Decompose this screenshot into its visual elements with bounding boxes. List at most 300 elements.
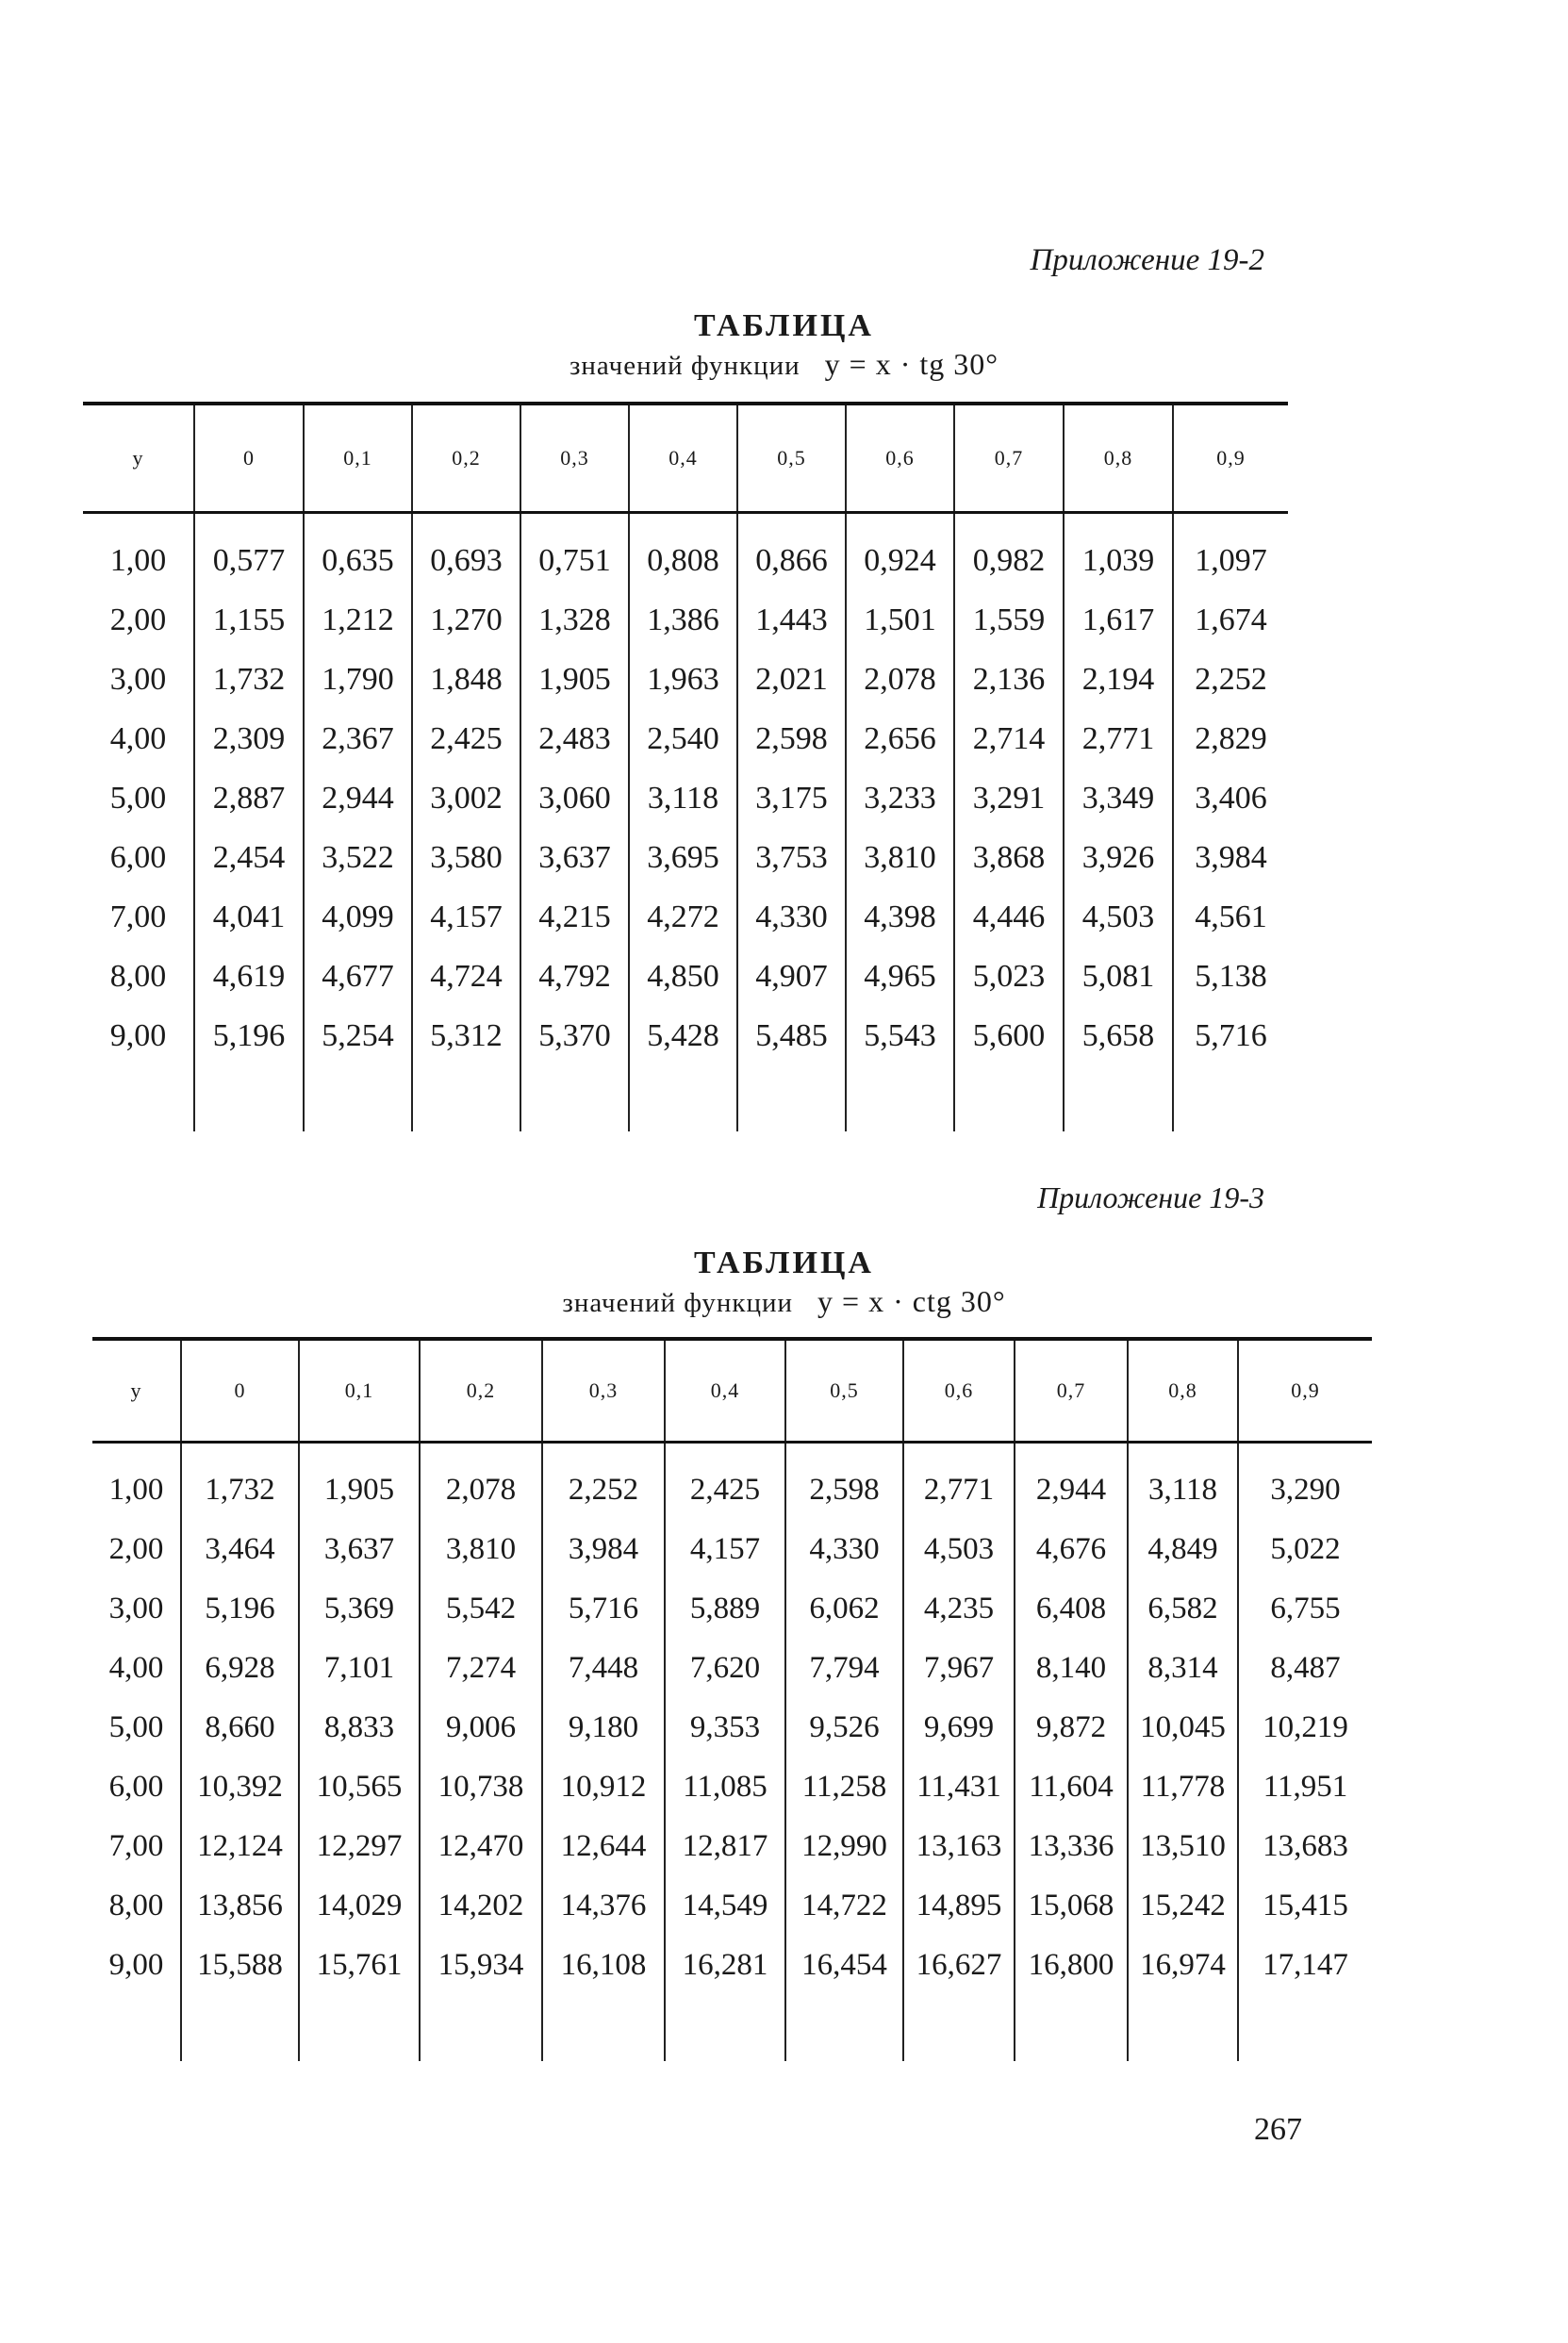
value-cell: 4,619 (194, 947, 304, 1006)
value-cell: 4,330 (785, 1520, 903, 1579)
value-cell: 2,598 (737, 709, 846, 768)
empty-cell (412, 1065, 520, 1131)
empty-cell (181, 1995, 299, 2061)
value-cell: 5,716 (542, 1579, 665, 1639)
empty-cell (542, 1995, 665, 2061)
value-cell: 8,660 (181, 1698, 299, 1757)
empty-cell (181, 1443, 299, 1461)
value-cell: 0,693 (412, 531, 520, 590)
header-cell: 0,2 (412, 404, 520, 513)
value-cell: 4,215 (520, 887, 629, 947)
value-cell: 15,415 (1238, 1876, 1372, 1936)
value-cell: 3,060 (520, 768, 629, 828)
value-cell: 2,454 (194, 828, 304, 887)
spacer-row (83, 513, 1288, 532)
header-cell-y: y (92, 1339, 181, 1443)
row-label-cell: 8,00 (108, 1889, 164, 1922)
value-cell: 4,965 (846, 947, 954, 1006)
value-cell: 4,157 (665, 1520, 785, 1579)
header-cell: 0,9 (1238, 1339, 1372, 1443)
value-cell: 1,270 (412, 590, 520, 650)
value-cell: 11,258 (785, 1757, 903, 1817)
value-cell: 13,683 (1238, 1817, 1372, 1876)
value-cell: 2,078 (846, 650, 954, 709)
value-cell: 3,637 (520, 828, 629, 887)
empty-cell (520, 1065, 629, 1131)
value-cell: 1,443 (737, 590, 846, 650)
header-cell: 0,5 (785, 1339, 903, 1443)
table-row (83, 887, 1288, 947)
row-label-cell: 6,00 (108, 1770, 164, 1804)
value-cell: 7,274 (420, 1639, 542, 1698)
table2-formula: y = x · ctg 30° (817, 1284, 1006, 1318)
value-cell: 3,290 (1238, 1460, 1372, 1520)
row-label-cell: 1,00 (109, 543, 167, 578)
value-cell: 4,330 (737, 887, 846, 947)
table-row (92, 1817, 1372, 1876)
header-cell: 0,4 (629, 404, 737, 513)
value-cell: 6,755 (1238, 1579, 1372, 1639)
empty-cell (629, 513, 737, 532)
value-cell: 5,543 (846, 1006, 954, 1065)
header-cell: 0,8 (1064, 404, 1173, 513)
value-cell: 3,637 (299, 1520, 420, 1579)
value-cell: 3,118 (629, 768, 737, 828)
value-cell: 7,101 (299, 1639, 420, 1698)
value-cell: 4,503 (1064, 887, 1173, 947)
empty-cell (304, 1065, 412, 1131)
empty-cell (1128, 1443, 1238, 1461)
table1-grid (83, 402, 1288, 1131)
value-cell: 6,928 (181, 1639, 299, 1698)
value-cell: 2,252 (1173, 650, 1288, 709)
value-cell: 3,810 (420, 1520, 542, 1579)
value-cell: 17,147 (1238, 1936, 1372, 1995)
header-cell: 0,6 (846, 404, 954, 513)
value-cell: 13,856 (181, 1876, 299, 1936)
value-cell: 5,370 (520, 1006, 629, 1065)
value-cell: 16,281 (665, 1936, 785, 1995)
value-cell: 4,792 (520, 947, 629, 1006)
table2-subtitle: значений функции (562, 1288, 794, 1318)
value-cell: 13,336 (1015, 1817, 1128, 1876)
empty-cell (520, 513, 629, 532)
value-cell: 2,309 (194, 709, 304, 768)
value-cell: 5,138 (1173, 947, 1288, 1006)
value-cell: 2,829 (1173, 709, 1288, 768)
table-row (83, 590, 1288, 650)
value-cell: 12,470 (420, 1817, 542, 1876)
value-cell: 8,833 (299, 1698, 420, 1757)
row-label-cell: 8,00 (109, 959, 167, 994)
value-cell: 3,118 (1128, 1460, 1238, 1520)
empty-cell (194, 1065, 304, 1131)
table-row (83, 1006, 1288, 1065)
value-cell: 1,732 (181, 1460, 299, 1520)
value-cell: 8,140 (1015, 1639, 1128, 1698)
value-cell: 9,872 (1015, 1698, 1128, 1757)
header-cell: 0,2 (420, 1339, 542, 1443)
value-cell: 1,905 (520, 650, 629, 709)
value-cell: 16,974 (1128, 1936, 1238, 1995)
empty-cell (954, 513, 1064, 532)
table-row (92, 1460, 1372, 1520)
row-label-cell: 4,00 (108, 1651, 164, 1685)
value-cell: 4,676 (1015, 1520, 1128, 1579)
value-cell: 2,425 (412, 709, 520, 768)
value-cell: 2,252 (542, 1460, 665, 1520)
value-cell: 7,967 (903, 1639, 1015, 1698)
value-cell: 14,202 (420, 1876, 542, 1936)
value-cell: 9,353 (665, 1698, 785, 1757)
value-cell: 7,620 (665, 1639, 785, 1698)
table1-caption (0, 307, 1568, 385)
value-cell: 12,297 (299, 1817, 420, 1876)
value-cell: 16,800 (1015, 1936, 1128, 1995)
header-cell: 0,7 (1015, 1339, 1128, 1443)
value-cell: 4,446 (954, 887, 1064, 947)
empty-cell (299, 1995, 420, 2061)
value-cell: 5,369 (299, 1579, 420, 1639)
empty-cell (954, 1065, 1064, 1131)
value-cell: 9,180 (542, 1698, 665, 1757)
table-row (83, 650, 1288, 709)
empty-cell (846, 1065, 954, 1131)
empty-cell (665, 1995, 785, 2061)
row-label-cell: 5,00 (108, 1710, 164, 1744)
table-row (83, 709, 1288, 768)
row-label-cell: 9,00 (109, 1018, 167, 1053)
row-label-cell: 3,00 (108, 1592, 164, 1625)
empty-cell (665, 1443, 785, 1461)
value-cell: 11,778 (1128, 1757, 1238, 1817)
value-cell: 1,386 (629, 590, 737, 650)
value-cell: 0,866 (737, 531, 846, 590)
value-cell: 14,895 (903, 1876, 1015, 1936)
value-cell: 2,540 (629, 709, 737, 768)
value-cell: 10,219 (1238, 1698, 1372, 1757)
value-cell: 0,924 (846, 531, 954, 590)
value-cell: 13,163 (903, 1817, 1015, 1876)
tail-row (83, 1065, 1288, 1131)
value-cell: 3,406 (1173, 768, 1288, 828)
empty-cell (299, 1443, 420, 1461)
value-cell: 2,944 (1015, 1460, 1128, 1520)
value-cell: 2,078 (420, 1460, 542, 1520)
value-cell: 0,751 (520, 531, 629, 590)
value-cell: 5,081 (1064, 947, 1173, 1006)
value-cell: 16,454 (785, 1936, 903, 1995)
value-cell: 10,565 (299, 1757, 420, 1817)
value-cell: 0,635 (304, 531, 412, 590)
value-cell: 4,561 (1173, 887, 1288, 947)
appendix-label-19-2: Приложение 19-2 (1030, 243, 1264, 277)
header-row (92, 1339, 1372, 1443)
empty-cell (1015, 1443, 1128, 1461)
value-cell: 14,549 (665, 1876, 785, 1936)
value-cell: 5,542 (420, 1579, 542, 1639)
value-cell: 3,926 (1064, 828, 1173, 887)
value-cell: 1,617 (1064, 590, 1173, 650)
value-cell: 7,794 (785, 1639, 903, 1698)
value-cell: 14,376 (542, 1876, 665, 1936)
value-cell: 2,021 (737, 650, 846, 709)
value-cell: 6,408 (1015, 1579, 1128, 1639)
tail-row (92, 1995, 1372, 2061)
empty-cell (1173, 1065, 1288, 1131)
value-cell: 2,194 (1064, 650, 1173, 709)
value-cell: 14,029 (299, 1876, 420, 1936)
value-cell: 4,503 (903, 1520, 1015, 1579)
value-cell: 5,023 (954, 947, 1064, 1006)
row-label-cell: 2,00 (108, 1532, 164, 1566)
value-cell: 3,695 (629, 828, 737, 887)
value-cell: 0,982 (954, 531, 1064, 590)
value-cell: 4,849 (1128, 1520, 1238, 1579)
empty-cell (1238, 1443, 1372, 1461)
table-ctg30 (92, 1337, 1348, 2061)
value-cell: 5,312 (412, 1006, 520, 1065)
value-cell: 15,934 (420, 1936, 542, 1995)
value-cell: 5,658 (1064, 1006, 1173, 1065)
value-cell: 11,085 (665, 1757, 785, 1817)
value-cell: 12,990 (785, 1817, 903, 1876)
value-cell: 12,644 (542, 1817, 665, 1876)
table-row (92, 1876, 1372, 1936)
value-cell: 8,487 (1238, 1639, 1372, 1698)
value-cell: 16,108 (542, 1936, 665, 1995)
value-cell: 2,598 (785, 1460, 903, 1520)
value-cell: 3,233 (846, 768, 954, 828)
table-row (92, 1579, 1372, 1639)
row-label-cell: 9,00 (108, 1948, 164, 1982)
header-cell: 0,6 (903, 1339, 1015, 1443)
empty-cell (83, 1065, 194, 1131)
empty-cell (737, 1065, 846, 1131)
value-cell: 2,771 (903, 1460, 1015, 1520)
value-cell: 3,349 (1064, 768, 1173, 828)
value-cell: 11,951 (1238, 1757, 1372, 1817)
empty-cell (92, 1443, 181, 1461)
value-cell: 3,984 (1173, 828, 1288, 887)
value-cell: 3,984 (542, 1520, 665, 1579)
header-cell: 0,4 (665, 1339, 785, 1443)
table-row (92, 1698, 1372, 1757)
value-cell: 5,196 (181, 1579, 299, 1639)
value-cell: 4,272 (629, 887, 737, 947)
value-cell: 1,848 (412, 650, 520, 709)
header-cell: 0 (181, 1339, 299, 1443)
value-cell: 1,155 (194, 590, 304, 650)
value-cell: 12,124 (181, 1817, 299, 1876)
empty-cell (846, 513, 954, 532)
value-cell: 2,771 (1064, 709, 1173, 768)
value-cell: 3,580 (412, 828, 520, 887)
row-label-cell: 6,00 (109, 840, 167, 875)
value-cell: 5,254 (304, 1006, 412, 1065)
value-cell: 1,732 (194, 650, 304, 709)
header-cell: 0 (194, 404, 304, 513)
value-cell: 2,136 (954, 650, 1064, 709)
header-cell: 0,9 (1173, 404, 1288, 513)
value-cell: 3,522 (304, 828, 412, 887)
empty-cell (194, 513, 304, 532)
empty-cell (1015, 1995, 1128, 2061)
header-cell: 0,5 (737, 404, 846, 513)
table-tg30 (83, 402, 1288, 1131)
empty-cell (420, 1443, 542, 1461)
empty-cell (629, 1065, 737, 1131)
value-cell: 2,367 (304, 709, 412, 768)
empty-cell (903, 1443, 1015, 1461)
value-cell: 0,808 (629, 531, 737, 590)
value-cell: 5,196 (194, 1006, 304, 1065)
value-cell: 1,674 (1173, 590, 1288, 650)
value-cell: 2,425 (665, 1460, 785, 1520)
value-cell: 12,817 (665, 1817, 785, 1876)
table-row (83, 828, 1288, 887)
value-cell: 4,041 (194, 887, 304, 947)
table-row (83, 947, 1288, 1006)
header-cell: 0,7 (954, 404, 1064, 513)
value-cell: 3,002 (412, 768, 520, 828)
empty-cell (785, 1443, 903, 1461)
empty-cell (542, 1443, 665, 1461)
value-cell: 1,039 (1064, 531, 1173, 590)
empty-cell (92, 1995, 181, 2061)
value-cell: 1,790 (304, 650, 412, 709)
header-row (83, 404, 1288, 513)
value-cell: 1,212 (304, 590, 412, 650)
value-cell: 11,604 (1015, 1757, 1128, 1817)
value-cell: 2,887 (194, 768, 304, 828)
empty-cell (785, 1995, 903, 2061)
empty-cell (83, 513, 194, 532)
value-cell: 4,235 (903, 1579, 1015, 1639)
row-label-cell: 4,00 (109, 721, 167, 756)
row-label-cell: 7,00 (108, 1829, 164, 1863)
table1-title: ТАБЛИЦА (694, 308, 874, 343)
value-cell: 2,944 (304, 768, 412, 828)
value-cell: 5,716 (1173, 1006, 1288, 1065)
value-cell: 4,907 (737, 947, 846, 1006)
header-cell: 0,3 (520, 404, 629, 513)
value-cell: 0,577 (194, 531, 304, 590)
value-cell: 3,868 (954, 828, 1064, 887)
table-row (92, 1639, 1372, 1698)
table-row (92, 1757, 1372, 1817)
empty-cell (737, 513, 846, 532)
value-cell: 4,398 (846, 887, 954, 947)
value-cell: 10,912 (542, 1757, 665, 1817)
value-cell: 4,157 (412, 887, 520, 947)
header-cell-y: y (83, 404, 194, 513)
value-cell: 5,022 (1238, 1520, 1372, 1579)
value-cell: 5,485 (737, 1006, 846, 1065)
appendix-label-19-3: Приложение 19-3 (1037, 1180, 1264, 1214)
value-cell: 1,559 (954, 590, 1064, 650)
value-cell: 15,242 (1128, 1876, 1238, 1936)
header-cell: 0,3 (542, 1339, 665, 1443)
header-cell: 0,8 (1128, 1339, 1238, 1443)
empty-cell (420, 1995, 542, 2061)
table2-title: ТАБЛИЦА (694, 1246, 874, 1280)
value-cell: 11,431 (903, 1757, 1015, 1817)
value-cell: 2,656 (846, 709, 954, 768)
empty-cell (1238, 1995, 1372, 2061)
value-cell: 6,582 (1128, 1579, 1238, 1639)
value-cell: 8,314 (1128, 1639, 1238, 1698)
value-cell: 6,062 (785, 1579, 903, 1639)
value-cell: 7,448 (542, 1639, 665, 1698)
value-cell: 1,097 (1173, 531, 1288, 590)
row-label-cell: 2,00 (109, 602, 167, 637)
value-cell: 15,588 (181, 1936, 299, 1995)
spacer-row (92, 1443, 1372, 1461)
header-cell: 0,1 (299, 1339, 420, 1443)
value-cell: 1,328 (520, 590, 629, 650)
value-cell: 16,627 (903, 1936, 1015, 1995)
value-cell: 3,291 (954, 768, 1064, 828)
value-cell: 15,068 (1015, 1876, 1128, 1936)
empty-cell (1173, 513, 1288, 532)
table1-formula: y = x · tg 30° (824, 347, 999, 381)
value-cell: 5,889 (665, 1579, 785, 1639)
header-cell: 0,1 (304, 404, 412, 513)
row-label-cell: 5,00 (109, 781, 167, 816)
table-row (83, 531, 1288, 590)
value-cell: 4,850 (629, 947, 737, 1006)
value-cell: 15,761 (299, 1936, 420, 1995)
value-cell: 13,510 (1128, 1817, 1238, 1876)
value-cell: 10,392 (181, 1757, 299, 1817)
empty-cell (412, 513, 520, 532)
value-cell: 4,677 (304, 947, 412, 1006)
value-cell: 3,810 (846, 828, 954, 887)
row-label-cell: 1,00 (108, 1473, 164, 1507)
empty-cell (1064, 513, 1173, 532)
table2-caption (0, 1245, 1568, 1322)
table1-subtitle-line (0, 345, 1568, 385)
row-label-cell: 7,00 (109, 899, 167, 934)
value-cell: 14,722 (785, 1876, 903, 1936)
table-row (83, 768, 1288, 828)
value-cell: 9,526 (785, 1698, 903, 1757)
value-cell: 10,738 (420, 1757, 542, 1817)
value-cell: 3,464 (181, 1520, 299, 1579)
empty-cell (1128, 1995, 1238, 2061)
value-cell: 4,724 (412, 947, 520, 1006)
value-cell: 1,963 (629, 650, 737, 709)
table-row (92, 1936, 1372, 1995)
value-cell: 3,753 (737, 828, 846, 887)
value-cell: 4,099 (304, 887, 412, 947)
table-row (92, 1520, 1372, 1579)
value-cell: 5,428 (629, 1006, 737, 1065)
value-cell: 5,600 (954, 1006, 1064, 1065)
table1-subtitle: значений функции (569, 351, 801, 381)
row-label-cell: 3,00 (109, 662, 167, 697)
empty-cell (304, 513, 412, 532)
page-number: 267 (1254, 2112, 1302, 2147)
value-cell: 2,714 (954, 709, 1064, 768)
empty-cell (903, 1995, 1015, 2061)
value-cell: 3,175 (737, 768, 846, 828)
value-cell: 2,483 (520, 709, 629, 768)
table2-grid (92, 1337, 1372, 2061)
value-cell: 9,699 (903, 1698, 1015, 1757)
empty-cell (1064, 1065, 1173, 1131)
